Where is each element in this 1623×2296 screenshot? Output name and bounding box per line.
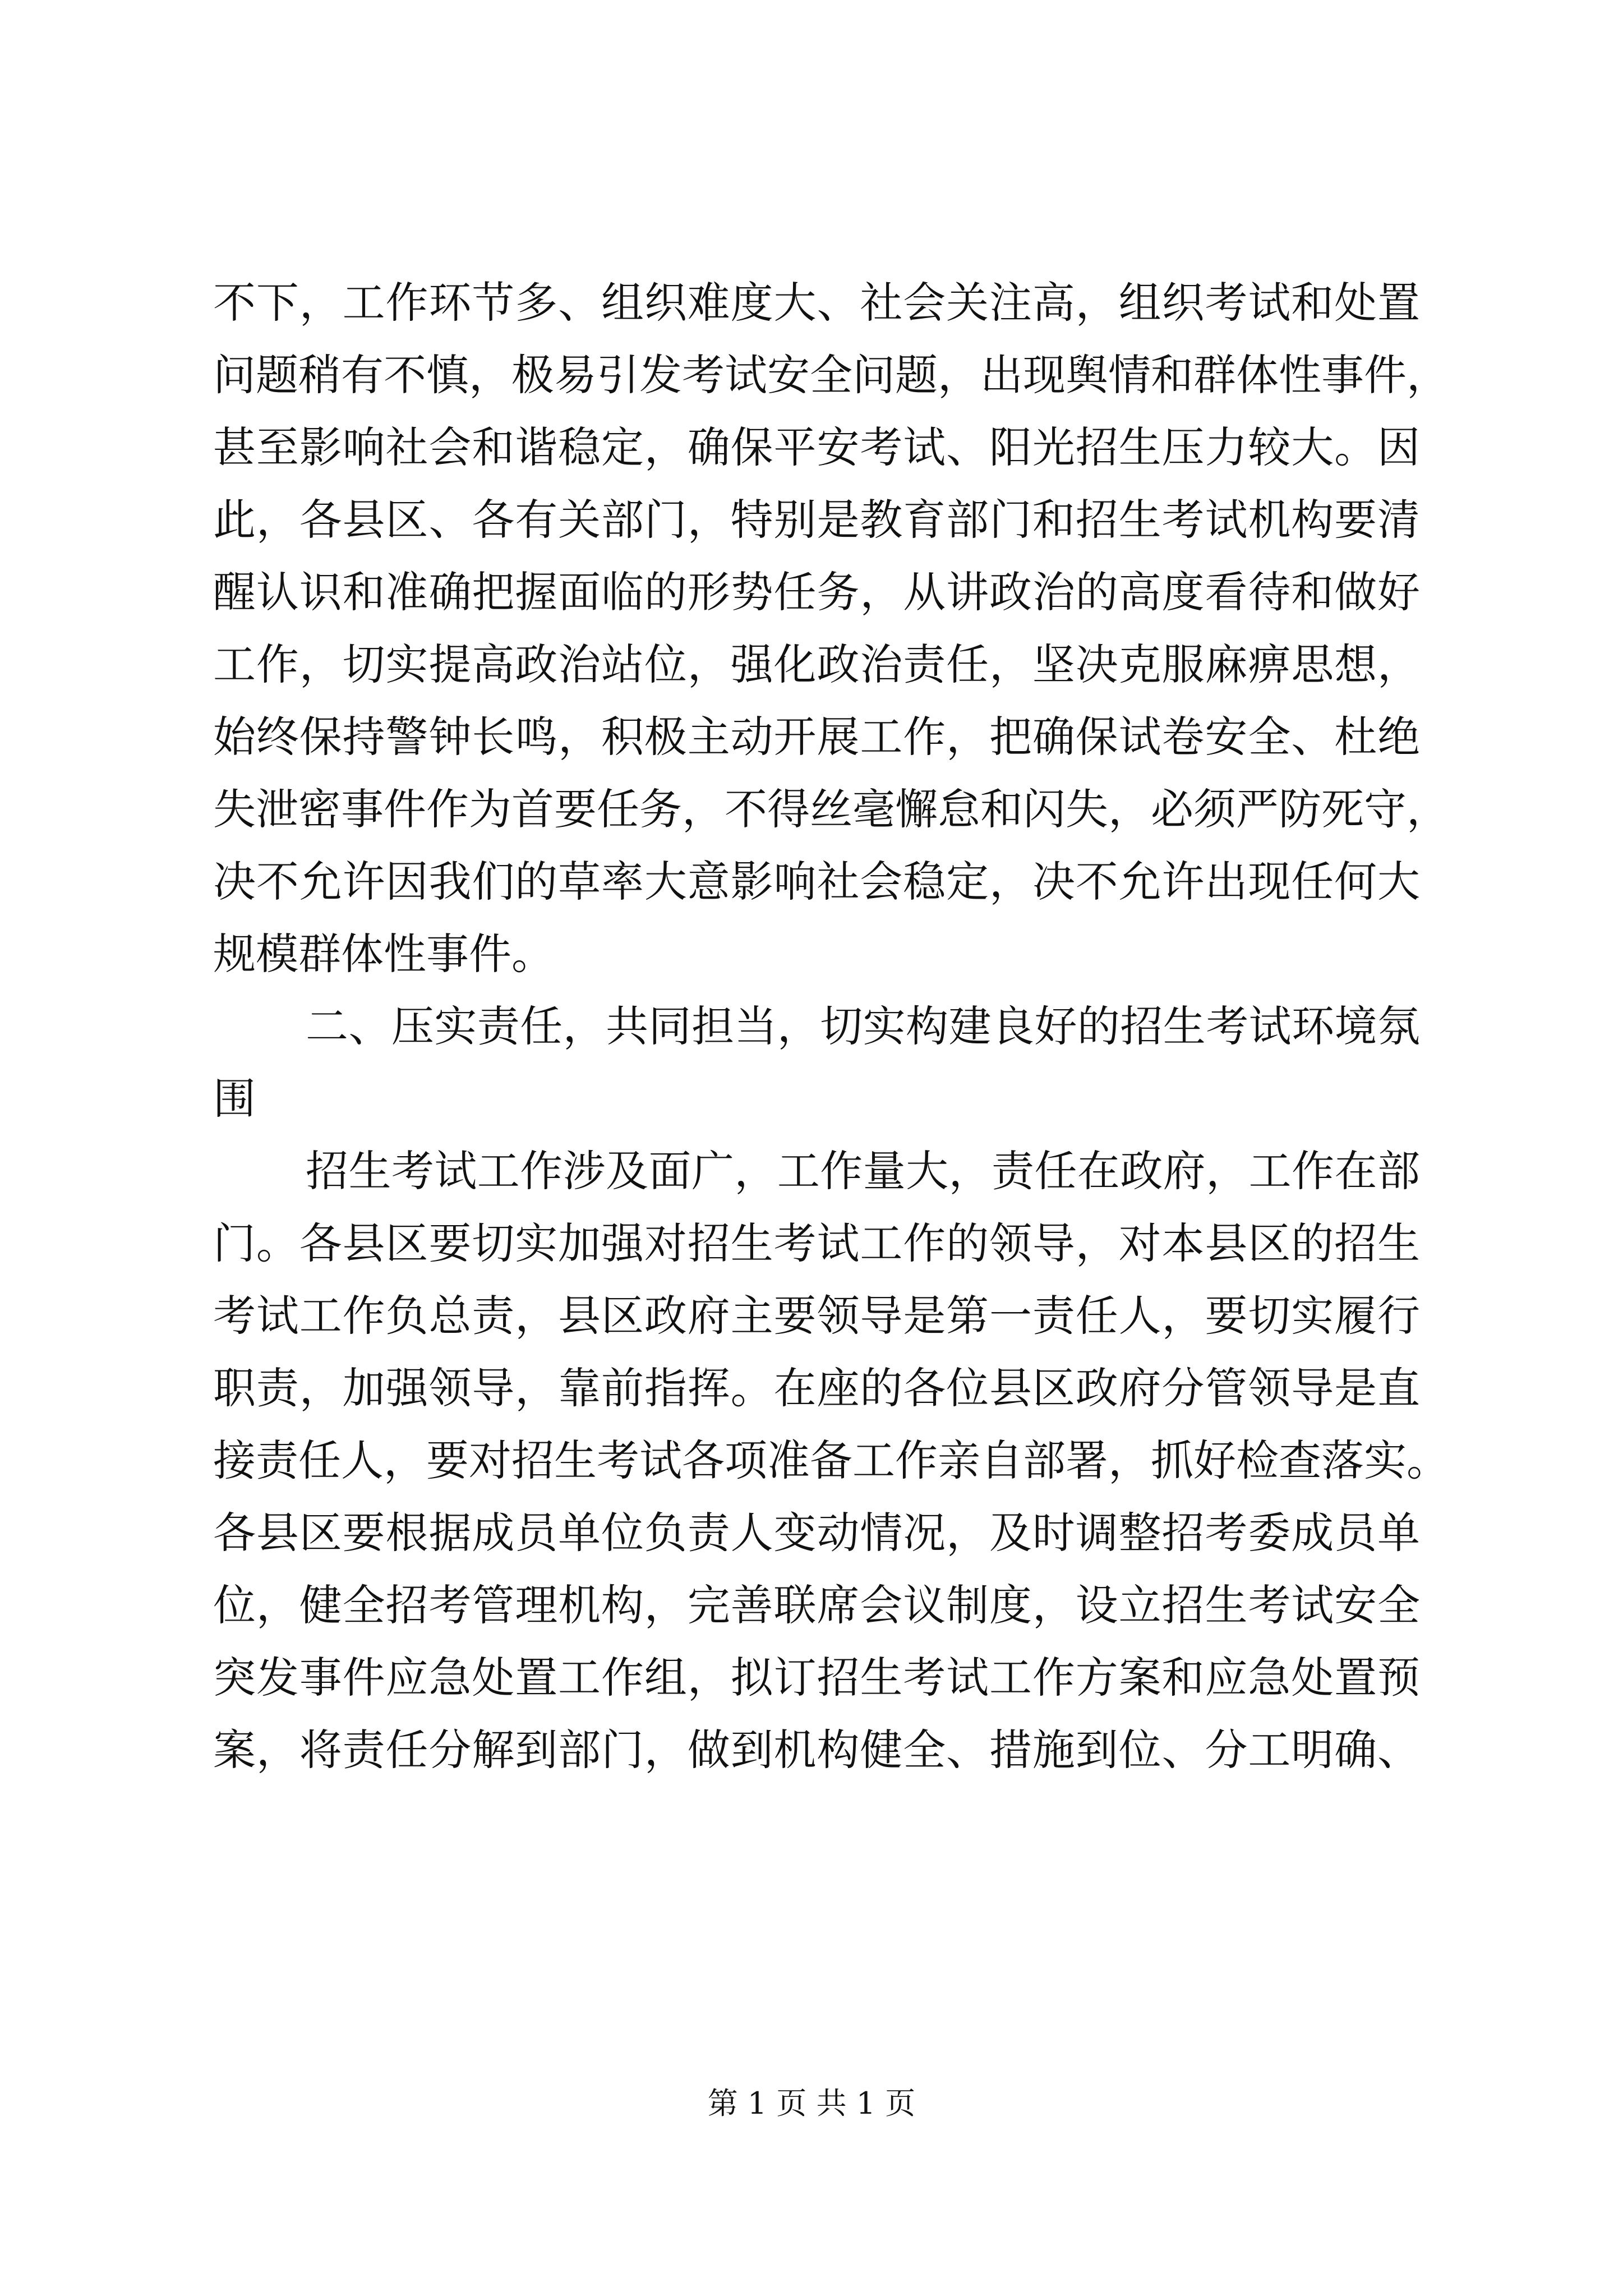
text-line: 失泄密事件作为首要任务，不得丝毫懈怠和闪失，必须严防死守， [213, 784, 1449, 834]
text-line: 不下，工作环节多、组织难度大、社会关注高，组织考试和处置 [213, 278, 1420, 328]
text-line: 甚至影响社会和谐稳定，确保平安考试、阳光招生压力较大。因 [213, 422, 1420, 472]
text-line: 案，将责任分解到部门，做到机构健全、措施到位、分工明确、 [213, 1725, 1420, 1775]
text-line: 始终保持警钟长鸣，积极主动开展工作，把确保试卷安全、杜绝 [213, 712, 1420, 762]
text-line: 此，各县区、各有关部门，特别是教育部门和招生考试机构要清 [213, 495, 1420, 545]
text-line: 工作，切实提高政治站位，强化政治责任，坚决克服麻痹思想， [213, 639, 1420, 689]
text-line: 规模群体性事件。 [213, 929, 554, 979]
text-line: 问题稍有不慎，极易引发考试安全问题，出现舆情和群体性事件， [213, 350, 1449, 400]
text-line: 职责，加强领导，靠前指挥。在座的各位县区政府分管领导是直 [213, 1363, 1420, 1413]
text-line: 突发事件应急处置工作组，拟订招生考试工作方案和应急处置预 [213, 1653, 1420, 1703]
text-line: 接责任人，要对招生考试各项准备工作亲自部署，抓好检查落实。 [213, 1435, 1449, 1485]
text-line: 醒认识和准确把握面临的形势任务，从讲政治的高度看待和做好 [213, 567, 1420, 617]
text-line: 各县区要根据成员单位负责人变动情况，及时调整招考委成员单 [213, 1508, 1420, 1558]
text-line: 招生考试工作涉及面广，工作量大，责任在政府，工作在部 [306, 1146, 1420, 1196]
text-line: 位，健全招考管理机构，完善联席会议制度，设立招生考试安全 [213, 1580, 1420, 1630]
page-number-footer: 第 1 页 共 1 页 [707, 2086, 916, 2121]
text-line: 门。各县区要切实加强对招生考试工作的领导，对本县区的招生 [213, 1218, 1420, 1268]
text-line: 决不允许因我们的草率大意影响社会稳定，决不允许出现任何大 [213, 857, 1420, 907]
section-heading: 二、压实责任，共同担当，切实构建良好的招生考试环境氛 [306, 1001, 1420, 1051]
section-heading-continuation: 围 [213, 1074, 256, 1124]
text-line: 考试工作负总责，县区政府主要领导是第一责任人，要切实履行 [213, 1291, 1420, 1341]
